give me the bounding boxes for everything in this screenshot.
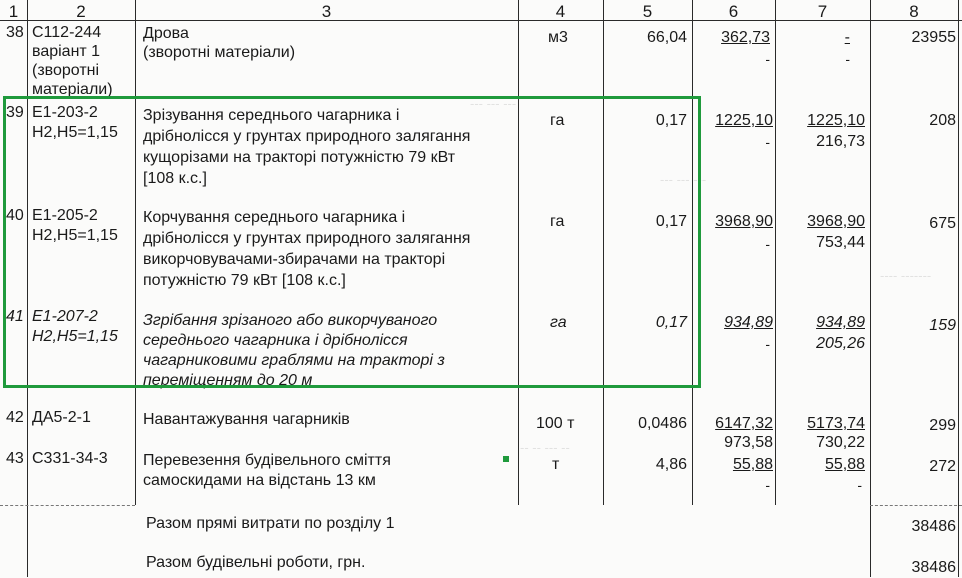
row-total: 675 (929, 215, 956, 232)
row-wage-sub: 730,22 (816, 434, 865, 451)
row-wage: 934,89 (816, 314, 865, 331)
row-quantity: 0,17 (655, 112, 687, 129)
header-col-7: 7 (817, 2, 828, 21)
row-number: 39 (6, 104, 24, 121)
col-divider-8 (958, 0, 959, 577)
row-unit: га (550, 112, 565, 129)
header-col-4: 4 (555, 2, 566, 21)
row-code-line: С112-244 (32, 24, 102, 41)
row-unit: га (550, 314, 567, 331)
row-work-name: (зворотні матеріали) (143, 44, 296, 61)
row-work-name: Згрібання зрізаного або викорчуваного (143, 312, 438, 329)
row-unit-price-sub: - (765, 477, 770, 493)
row-unit-price-sub: - (765, 51, 770, 67)
row-work-name: Перевезення будівельного сміття (143, 452, 391, 469)
row-quantity: 0,17 (655, 314, 687, 331)
row-wage-sub: - (845, 51, 850, 67)
row-work-name: кущорізами на тракторі потужністю 79 кВт (143, 149, 456, 166)
row-code-line: С331-34-3 (32, 450, 108, 467)
row-unit-price: 362,73 (721, 29, 770, 46)
row-code-line: матеріали) (32, 81, 113, 98)
row-code-line: Н2,Н5=1,15 (32, 124, 118, 141)
row-wage-sub: 216,73 (816, 133, 865, 150)
row-unit-price: 6147,32 (715, 415, 773, 432)
row-number: 42 (6, 409, 24, 426)
highlight-frame (3, 96, 701, 388)
row-code-line: ДА5-2-1 (32, 409, 91, 426)
row-wage: 55,88 (824, 456, 865, 473)
col-divider-7 (870, 0, 871, 577)
header-col-8: 8 (909, 2, 919, 21)
row-work-name: середнього чагарника і дрібнолісся (143, 332, 408, 349)
row-code-line: Н2,Н5=1,15 (32, 328, 118, 345)
row-number: 41 (6, 308, 24, 325)
summary-label-construction: Разом будівельні роботи, грн. (146, 554, 366, 571)
row-code-line: Е1-207-2 (32, 308, 98, 325)
row-code-line: (зворотні (32, 62, 100, 79)
row-wage: 5173,74 (807, 415, 865, 432)
row-unit-price-sub: - (765, 236, 770, 252)
row-unit-price-sub: - (765, 336, 770, 352)
row-work-name: чагарниковими граблями на тракторі з (143, 352, 445, 369)
row-work-name: переміщенням до 20 м (143, 372, 313, 389)
row-wage: - (844, 29, 850, 46)
summary-label-direct-costs: Разом прямі витрати по розділу 1 (146, 515, 395, 532)
row-code-line: Н2,Н5=1,15 (32, 227, 118, 244)
row-code-line: Е1-205-2 (32, 207, 98, 224)
row-work-name: дрібнолісся у грунтах природного залягання (143, 128, 471, 145)
scan-bleed: -- -- --- -- (520, 440, 570, 455)
row-work-name: Корчування середнього чагарника і (143, 209, 406, 226)
row-unit-price: 3968,90 (715, 213, 773, 230)
row-quantity: 0,17 (655, 213, 687, 230)
row-wage-sub: - (857, 477, 862, 493)
scan-bleed: --- --- --- (660, 172, 707, 187)
row-unit: 100 т (536, 415, 575, 432)
header-col-6: 6 (728, 2, 739, 21)
row-total: 23955 (911, 29, 956, 46)
row-total: 272 (929, 458, 956, 475)
row-code-line: Е1-203-2 (32, 104, 98, 121)
row-total: 208 (929, 112, 956, 129)
row-unit: т (552, 456, 560, 473)
row-code-line: варіант 1 (32, 43, 101, 60)
row-wage-sub: 753,44 (816, 234, 865, 251)
row-unit-price-sub: - (765, 134, 770, 150)
row-quantity: 0,0486 (638, 415, 687, 432)
row-work-name: самоскидами на відстань 13 км (143, 472, 376, 489)
row-work-name: [108 к.с.] (143, 170, 207, 187)
row-wage: 3968,90 (807, 213, 865, 230)
summary-total-construction: 38486 (911, 559, 956, 576)
row-unit-price: 55,88 (732, 456, 773, 473)
row-number: 38 (6, 24, 24, 41)
row-number: 40 (6, 207, 24, 224)
scan-bleed: ---- ------- (880, 268, 932, 283)
header-col-3: 3 (321, 2, 332, 21)
row-number: 43 (6, 450, 24, 467)
row-total: 299 (929, 417, 956, 434)
row-unit-price: 934,89 (724, 314, 773, 331)
summary-total-direct-costs: 38486 (911, 518, 956, 535)
summary-separator (870, 505, 962, 506)
row-work-name: викорчовувачами-збирачами на тракторі (143, 251, 446, 268)
row-total: 159 (929, 317, 956, 334)
row-unit: га (550, 213, 565, 230)
row-work-name: дрібнолісся у грунтах природного залягання (143, 230, 471, 247)
row-unit-price: 1225,10 (715, 112, 773, 129)
row-wage-sub: 205,26 (816, 335, 865, 352)
row-unit: м3 (548, 29, 568, 46)
header-col-5: 5 (642, 2, 653, 21)
scan-bleed: --- --- --- (470, 96, 517, 111)
row-quantity: 66,04 (646, 29, 687, 46)
summary-separator (0, 505, 135, 506)
header-col-1: 1 (8, 2, 19, 21)
row-work-name: потужністю 79 кВт [108 к.с.] (143, 272, 346, 289)
annotation-marker (503, 456, 509, 462)
row-work-name: Навантажування чагарників (143, 411, 350, 428)
row-work-name: Зрізування середнього чагарника і (143, 107, 400, 124)
row-wage: 1225,10 (807, 112, 865, 129)
row-quantity: 4,86 (655, 456, 687, 473)
header-col-2: 2 (76, 2, 86, 21)
row-work-name: Дрова (143, 25, 189, 42)
row-unit-price-sub: 973,58 (724, 434, 773, 451)
